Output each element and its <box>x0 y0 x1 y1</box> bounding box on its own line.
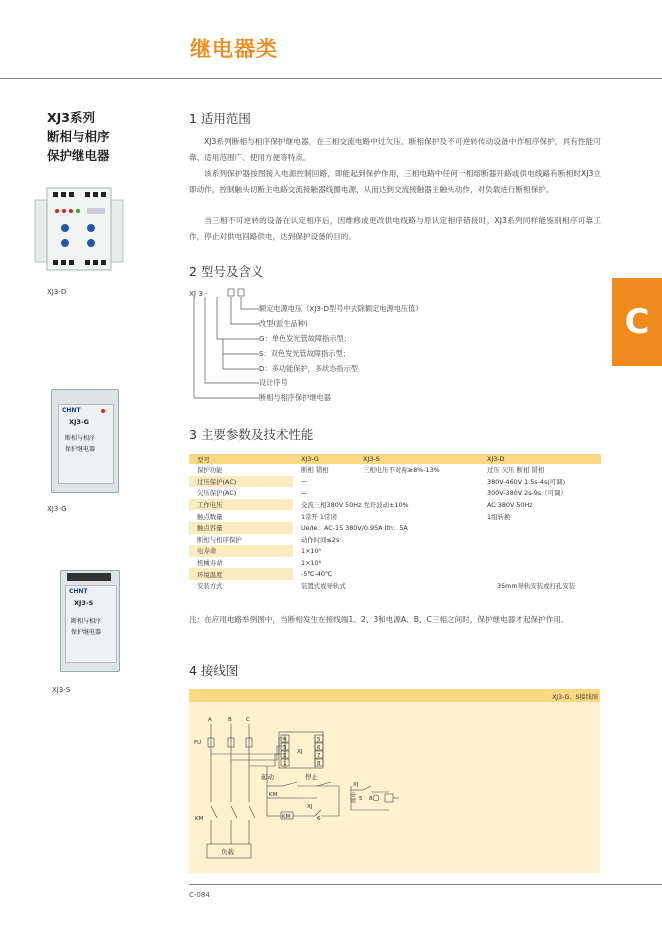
spec-cell: 安装方式 <box>197 582 223 591</box>
image-caption-xj3-g: XJ3-G <box>47 505 67 513</box>
relay-d-drawing <box>33 186 125 272</box>
spec-cell: Ue/Ie：AC-15 380V/0.95A Ith：5A <box>301 524 408 533</box>
spec-header-cell: XJ3-S <box>355 454 479 464</box>
spec-row <box>189 568 601 580</box>
spec-cell: 380V-460V 1.5s-4s(可调) <box>487 477 566 486</box>
spec-cell: 300V-380V 2s-9s（可调） <box>487 489 567 498</box>
product-title-line3: 保护继电器 <box>47 148 110 163</box>
section1-para3-text: 当三相不可逆转的设备在认定相序后，因维修或更改供电线路与原认定相序错接时，XJ3系列同样能鉴别相序可靠工作，停止对供电回路供电，达到保护设备的目的。 <box>189 216 601 241</box>
spec-cell: 1常开 1常闭 <box>301 512 337 521</box>
spec-cell: 断相与相序保护 <box>197 535 242 544</box>
spec-cell: 触点数量 <box>197 512 223 521</box>
device-g-model: XJ3-G <box>69 418 89 426</box>
wiring-diagram-title-bar <box>189 689 600 702</box>
device-g-label2: 保护继电器 <box>65 446 96 453</box>
spec-cell: 机械寿命 <box>197 559 223 568</box>
spec-cell: 过压保护(AC) <box>189 476 293 488</box>
wiring-terminal-2: 2 <box>283 753 287 759</box>
spec-cell: 1组转换 <box>487 512 511 521</box>
model-meaning-g: G：单色发光管故障指示型； <box>259 334 351 343</box>
spec-table <box>189 454 601 592</box>
section1-para3 <box>189 213 601 244</box>
spec-row <box>189 464 601 476</box>
device-s-label1: 断相与相序 <box>71 618 102 625</box>
spec-cell: 欠压保护(AC) <box>197 489 237 498</box>
spec-cell: 1×10⁵ <box>301 546 322 555</box>
spec-cell: 1×10⁶ <box>301 558 322 567</box>
wiring-label-power: 电源 <box>349 792 355 804</box>
image-caption-xj3-d: XJ3-D <box>47 288 67 296</box>
spec-cell: 35mm导轨安装或打孔安装 <box>497 582 576 591</box>
wiring-label-b: B <box>228 717 232 723</box>
spec-cell: 动作时间≤2s <box>301 535 340 544</box>
section4-heading: 4 接线图 <box>189 663 239 678</box>
spec-cell: AC 380V 50Hz <box>487 500 533 509</box>
wiring-label-xj: XJ <box>297 749 303 755</box>
wiring-label-8: 8 <box>369 796 373 802</box>
model-meaning-variant: 改型(派生品种) <box>259 319 308 328</box>
device-s-model: XJ3-S <box>74 599 94 607</box>
spec-row <box>189 534 601 546</box>
device-g-brand: CHNT <box>62 407 81 414</box>
spec-cell <box>355 487 479 499</box>
section-tab-c: C <box>612 278 662 366</box>
device-s-brand: CHNT <box>69 588 88 595</box>
product-image-xj3-g <box>51 389 119 493</box>
spec-cell: — <box>301 488 308 497</box>
wiring-terminal-6: 6 <box>317 745 321 751</box>
wiring-terminal-8: 8 <box>317 761 321 767</box>
spec-cell: — <box>301 477 308 486</box>
section1-para1 <box>189 134 601 165</box>
spec-cell: 环境温度 <box>189 568 293 580</box>
wiring-label-5: 5 <box>359 796 363 802</box>
product-title <box>47 108 110 165</box>
footer-divider <box>189 884 662 885</box>
spec-cell: 过压 欠压 断相 错相 <box>487 466 545 475</box>
wiring-terminal-7: 7 <box>317 753 321 759</box>
device-g-label1: 断相与相序 <box>65 435 96 442</box>
spec-cell: 断相 错相 <box>301 466 329 475</box>
wiring-diagram <box>189 702 600 872</box>
device-s-face <box>65 585 117 663</box>
wiring-label-km-coil: KM <box>269 792 278 798</box>
model-meaning-s: S：双色发光管故障指示型； <box>259 349 350 358</box>
wiring-label-c: C <box>246 717 250 723</box>
spec-row <box>189 510 601 522</box>
device-s-terminals <box>67 573 111 581</box>
section1-para2-text: 该系列保护器按图接入电源控制回路，即能起到保护作用，三相电路中任何一相熔断器开路或供电线路有断相时XJ3立即动作，控制触头切断主电路交流接触器线圈电源，从而达到交流接触器主触头动作，对负载进行断相保护。 <box>189 169 601 194</box>
spec-header-cell: XJ3-G <box>293 454 355 464</box>
wiring-label-load: 负载 <box>221 848 234 856</box>
product-image-xj3-d <box>33 186 125 272</box>
spec-cell: 电寿命 <box>189 545 293 557</box>
image-caption-xj3-s: XJ3-S <box>52 686 71 694</box>
wiring-label-start: 起动 <box>261 773 274 781</box>
section2-heading: 2 型号及含义 <box>189 264 264 279</box>
spec-row <box>189 580 601 592</box>
spec-cell: 装置式或导轨式 <box>301 582 346 591</box>
spec-cell: -5℃-40℃ <box>301 570 333 579</box>
header-divider <box>0 78 662 79</box>
model-meaning-d: D：多功能保护，多状态指示型 <box>259 364 358 373</box>
section3-heading: 3 主要参数及技术性能 <box>189 427 314 442</box>
spec-table-header <box>189 454 601 464</box>
model-meaning-voltage: 额定电源电压（XJ3-D型号中去除额定电源电压值） <box>259 304 423 313</box>
spec-row <box>189 499 601 511</box>
wiring-terminal-1: 1 <box>283 761 287 767</box>
spec-cell: 三相电压不对称≥8%-13% <box>363 466 440 475</box>
product-title-line2: 断相与相序 <box>47 129 110 144</box>
page-category-title: 继电器类 <box>190 37 278 61</box>
spec-cell: 工作电压 <box>189 499 293 511</box>
device-g-led <box>101 409 105 413</box>
wiring-terminal-3: 3 <box>283 745 287 751</box>
wiring-label-km-box: KM <box>282 814 291 820</box>
model-code-bracket-lines <box>189 288 264 404</box>
spec-row <box>189 557 601 569</box>
device-g-face <box>58 404 114 484</box>
spec-header-cell: 型号 <box>189 454 293 464</box>
section1-heading: 1 适用范围 <box>189 111 251 126</box>
spec-cell: 触点容量 <box>189 522 293 534</box>
section1-para2 <box>189 166 601 197</box>
wiring-label-a: A <box>208 717 212 723</box>
spec-row <box>189 487 601 499</box>
wiring-label-xj-aux: XJ <box>353 782 359 788</box>
spec-header-cell: XJ3-D <box>479 454 601 464</box>
product-image-xj3-s <box>60 570 120 672</box>
spec-row <box>189 545 601 557</box>
wiring-terminal-5: 5 <box>317 737 321 743</box>
wiring-terminal-4: 4 <box>283 737 287 743</box>
product-title-line1: XJ3系列 <box>47 110 95 125</box>
wiring-label-fu: FU <box>194 740 202 746</box>
spec-row <box>189 476 601 488</box>
spec-cell: 交流三相380V 50Hz 允许波动±10% <box>301 501 409 510</box>
wiring-label-stop: 停止 <box>305 773 318 781</box>
spec-note: 注：在应用电路举例图中，当断相发生在接线端1、2、3和电源A、B、C三相之间时，保护继电器才起保护作用。 <box>189 615 569 624</box>
wiring-label-xj-contact: XJ <box>307 804 313 810</box>
model-meaning-design-no: 设计序号 <box>259 378 288 387</box>
model-meaning-relay: 断相与相序保护继电器 <box>259 393 331 402</box>
model-code-prefix: XJ 3 - <box>189 289 208 298</box>
wiring-diagram-title: XJ3-G、S接线图 <box>552 694 598 701</box>
wiring-label-km-main: KM <box>195 816 204 822</box>
wiring-label-6: 6 <box>317 816 321 822</box>
page-number: C-084 <box>189 891 210 899</box>
spec-cell <box>355 476 479 488</box>
spec-cell: 保护功能 <box>197 466 223 475</box>
section1-para1-text: XJ3系列断相与相序保护继电器，在三相交流电路中过欠压、断相保护及不可逆转传动设备中作相序保护，具有性能可靠、适用范围广、使用方便等特点。 <box>189 137 601 162</box>
spec-row <box>189 522 601 534</box>
device-s-label2: 保护继电器 <box>71 629 102 636</box>
